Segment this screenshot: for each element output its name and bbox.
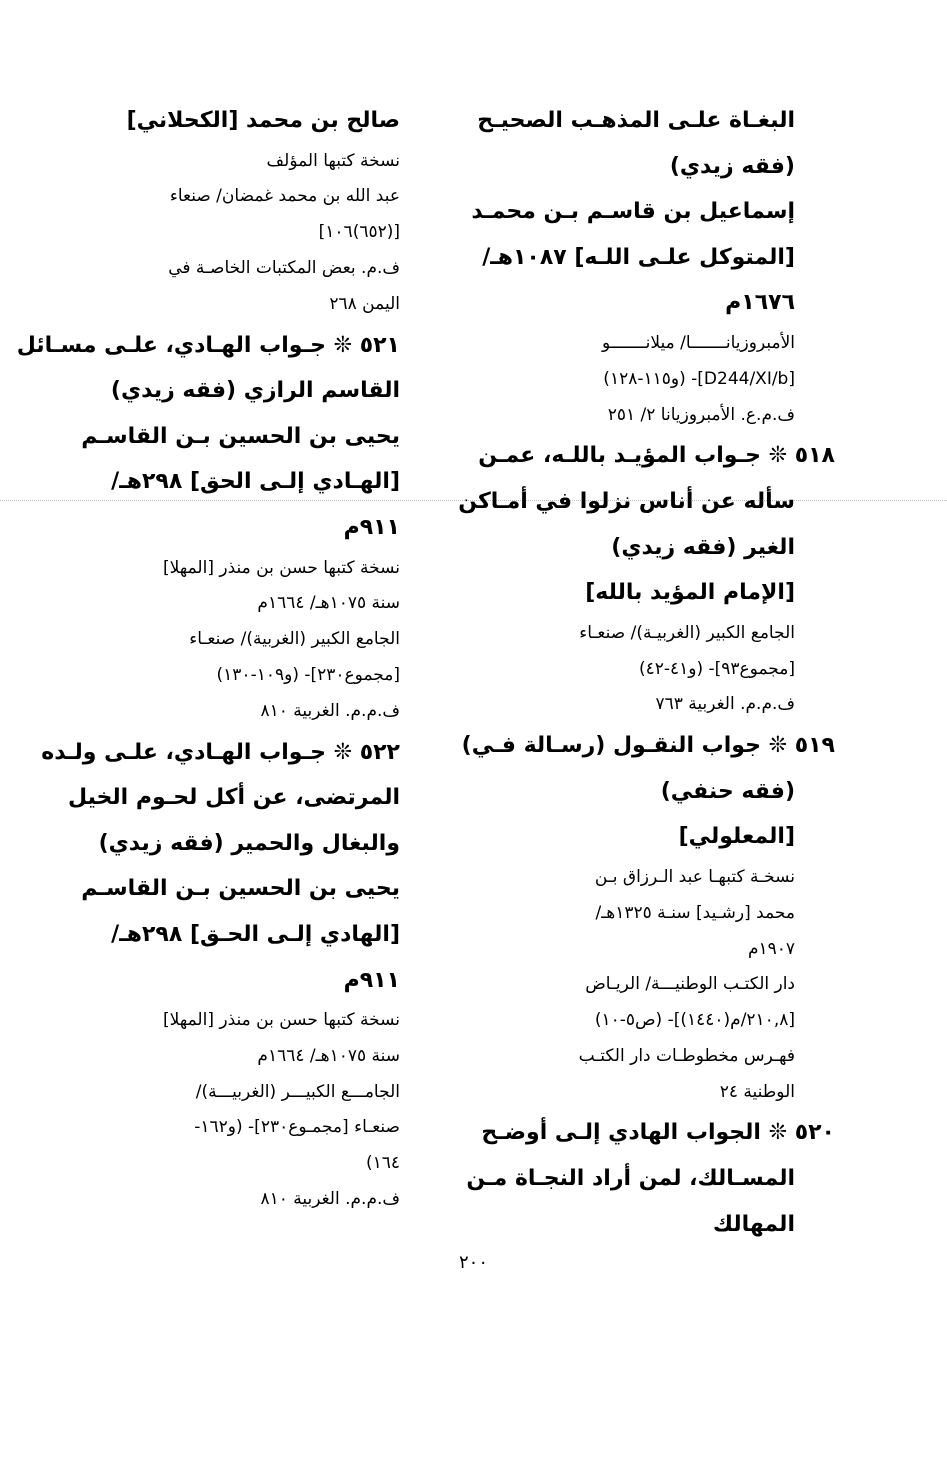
entry-518-catalog: ف.م.م. الغربية ٧٦٣ <box>655 694 795 715</box>
entry-518-title: ٥١٨ ❊ جـواب المؤيـد باللـه، عمـن <box>478 443 835 469</box>
entry-522-title: المرتضى، عن أكل لحـوم الخيل <box>67 785 400 811</box>
entry-521-catalog: ف.م.م. الغربية ٨١٠ <box>260 700 400 721</box>
entry-521-author: يحيى بن الحسين بـن القاسـم <box>81 423 400 449</box>
entry-519-copy: محمد [رشـيد] سنـة ١٣٢٥هـ/ <box>595 902 795 923</box>
entry-521-library: الجامع الكبير (الغربية)/ صنعـاء <box>189 629 400 650</box>
catalog-ref: ف.م.ع. الأمبروزيانا ٢/ ٢٥١ <box>607 404 795 425</box>
entry-518-shelfmark: [مجموع٩٣]- (و٤١-٤٢) <box>638 658 795 679</box>
entry-519-author: [المعلولي] <box>678 824 795 850</box>
entry-519-library: دار الكتـب الوطنيـــة/ الريـاض <box>585 974 795 995</box>
entry-522-author-date: ٩١١م <box>343 967 400 993</box>
entry-522-catalog: ف.م.م. الغربية ٨١٠ <box>260 1189 400 1210</box>
entry-521-title: ٥٢١ ❊ جـواب الهـادي، علـى مسـائل <box>16 332 400 358</box>
entry-518-title: سأله عن أناس نزلوا في أمـاكن <box>458 488 795 514</box>
entry-519-copy-date: ١٩٠٧م <box>747 938 795 959</box>
entry-522-title: والبغال والحمير (فقه زيدي) <box>98 830 400 856</box>
entry-519-shelfmark: [٢١٠,٨/م(١٤٤٠)]- (ص٥-١٠) <box>594 1010 795 1031</box>
entry-522-copy-date: سنة ١٠٧٥هـ/ ١٦٦٤م <box>257 1045 400 1066</box>
entry-519-copy: نسخـة كتبهـا عبد الـرزاق بـن <box>594 866 795 887</box>
page-number: ٢٠٠ <box>458 1252 488 1273</box>
entry-522-library: الجامـــع الكبيـــر (الغربيـــة)/ <box>195 1081 400 1102</box>
author-line: إسماعيل بن قاسـم بـن محمـد <box>471 199 795 225</box>
catalog-ref: ف.م. بعض المكتبات الخاصـة في <box>168 257 400 278</box>
entry-title-line: البغـاة علـى المذهـب الصحيـح <box>477 108 795 133</box>
entry-522-author: يحيى بن الحسين بـن القاسـم <box>81 876 400 902</box>
library-line: الأمبروزيانـــــــا/ ميلانـــــــو <box>601 332 795 353</box>
entry-519-catalog: فهـرس مخطوطـات دار الكتـب <box>578 1045 795 1066</box>
entry-519-subject: (فقه حنفي) <box>660 778 795 804</box>
entry-520-title: ٥٢٠ ❊ الجواب الهادي إلـى أوضـح <box>481 1120 835 1146</box>
left-column <box>16 98 400 1218</box>
entry-522-title: ٥٢٢ ❊ جـواب الهـادي، علـى ولـده <box>41 739 400 765</box>
entry-522-author: [الهادي إلـى الحـق] ٢٩٨هـ/ <box>111 921 400 947</box>
library-line: عبد الله بن محمد غمضان/ صنعاء <box>169 186 400 207</box>
entry-522-shelfmark: صنعـاء [مجمـوع٢٣٠]- (و١٦٢- <box>194 1117 400 1138</box>
entry-521-author: [الهـادي إلـى الحق] ٢٩٨هـ/ <box>111 469 400 495</box>
author-line: صالح بن محمد [الكحلاني] <box>126 108 400 133</box>
entry-518-library: الجامع الكبير (الغربيـة)/ صنعـاء <box>579 622 795 643</box>
right-column <box>458 98 835 1247</box>
entry-519-title: ٥١٩ ❊ جواب النقـول (رسـالة فـي) <box>461 733 835 759</box>
entry-521-copy-date: سنة ١٠٧٥هـ/ ١٦٦٤م <box>257 593 400 614</box>
copy-note: نسخة كتبها المؤلف <box>266 150 400 171</box>
subject-tag: (فقه زيدي) <box>669 153 795 179</box>
entry-518-author: [الإمام المؤيد بالله] <box>585 580 795 606</box>
entry-521-author-date: ٩١١م <box>343 514 400 540</box>
entry-522-shelfmark: ١٦٤) <box>365 1153 400 1174</box>
entry-521-shelfmark: [مجموع٢٣٠]- (و١٠٩-١٣٠) <box>216 664 400 685</box>
author-date: ١٦٧٦م <box>725 290 795 316</box>
entry-520-title: المسـالك، لمن أراد النجـاة مـن <box>466 1166 795 1192</box>
shelfmark-line: [D244/XI/b]- (و١١٥-١٢٨) <box>603 368 795 389</box>
entry-520-title: المهالك <box>712 1211 795 1237</box>
entry-522-copy: نسخة كتبها حسن بن منذر [المهلا] <box>162 1010 400 1031</box>
catalog-ref: اليمن ٢٦٨ <box>329 293 400 314</box>
entry-521-title: القاسم الرازي (فقه زيدي) <box>110 378 400 404</box>
author-line: [المتوكل علـى اللـه] ١٠٨٧هـ/ <box>482 244 795 270</box>
entry-519-catalog: الوطنية ٢٤ <box>719 1081 795 1102</box>
entry-518-subject: الغير (فقه زيدي) <box>611 534 795 560</box>
shelfmark-line: [(٦٥٢)١٠٦] <box>318 222 400 243</box>
entry-521-copy: نسخة كتبها حسن بن منذر [المهلا] <box>162 557 400 578</box>
